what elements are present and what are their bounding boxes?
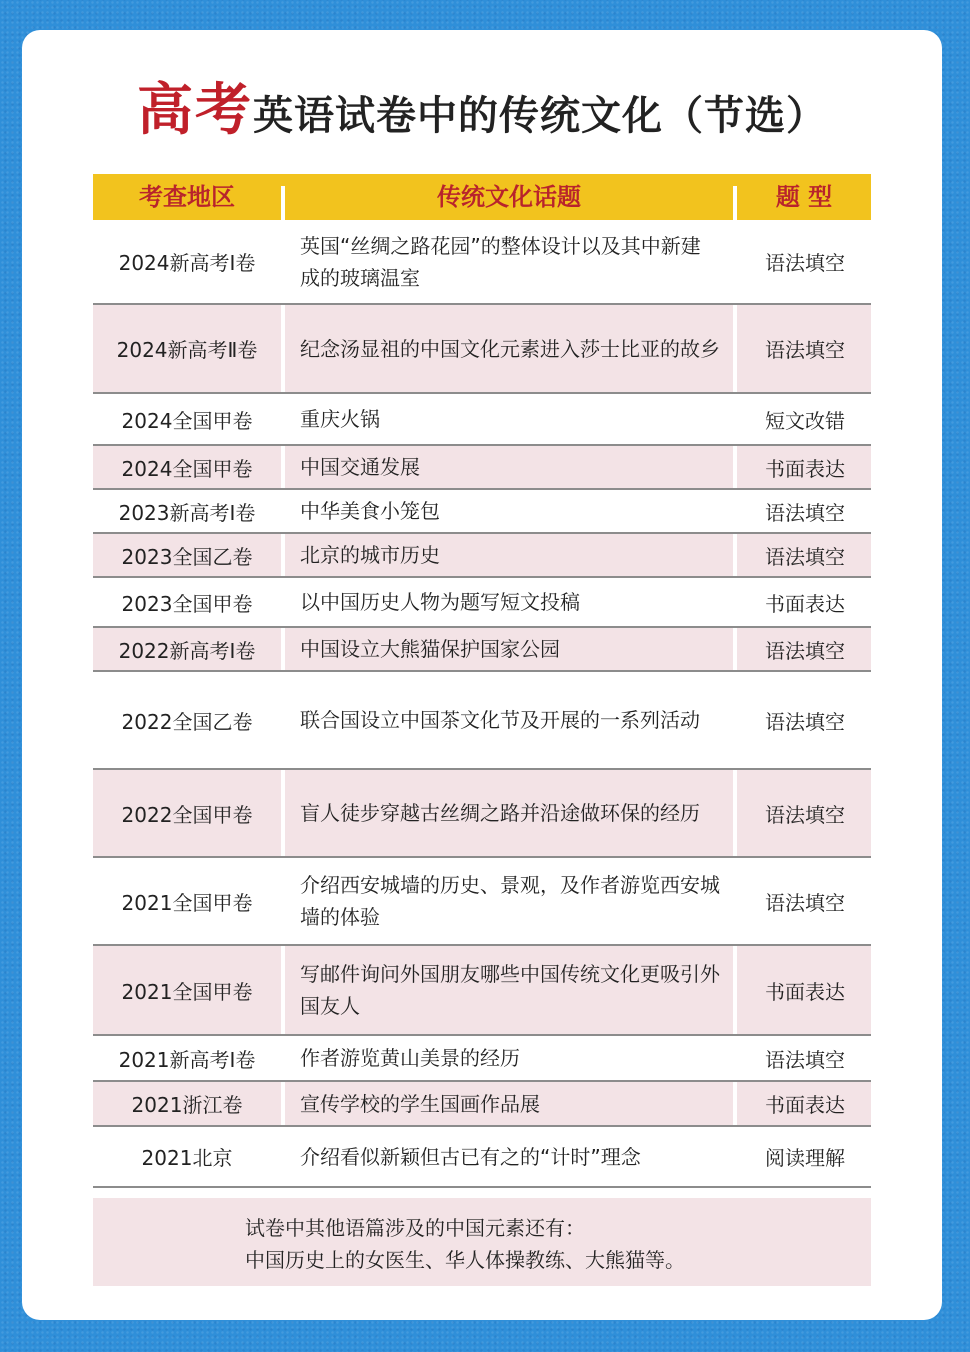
column-divider [281, 946, 285, 1034]
column-divider [281, 578, 285, 626]
cell-region: 2024全国甲卷 [121, 456, 253, 481]
table-row [93, 534, 871, 578]
cell-topic: 联合国设立中国茶文化节及开展的一系列活动 [300, 708, 700, 732]
column-divider [281, 1036, 285, 1080]
header-type: 题 型 [775, 183, 833, 211]
content-card [22, 30, 942, 1320]
column-divider [733, 394, 737, 444]
table-row [93, 446, 871, 490]
table-header [93, 174, 871, 220]
cell-topic: 介绍看似新颖但古已有之的“计时”理念 [300, 1144, 641, 1169]
table-row [93, 628, 871, 672]
column-divider [733, 1082, 737, 1125]
cell-type: 短文改错 [765, 408, 845, 433]
cell-type: 书面表达 [765, 591, 845, 616]
note-line-1: 试卷中其他语篇涉及的中国元素还有： [245, 1216, 585, 1240]
table-row [93, 394, 871, 446]
note-line-2: 中国历史上的女医生、华人体操教练、大熊猫等。 [245, 1248, 685, 1272]
column-divider [281, 1082, 285, 1125]
cell-region: 2021北京 [141, 1146, 233, 1170]
table-row [93, 305, 871, 394]
table-row [93, 1036, 871, 1082]
column-divider [733, 220, 737, 303]
column-divider [281, 858, 285, 944]
cell-topic: 作者游览黄山美景的经历 [300, 1046, 520, 1070]
cell-region: 2022全国乙卷 [121, 709, 253, 734]
cell-topic: 中华美食小笼包 [300, 499, 440, 523]
column-divider [281, 1127, 285, 1186]
column-divider [281, 446, 285, 488]
cell-type: 语法填空 [765, 251, 845, 275]
page-title [22, 66, 942, 146]
column-divider [281, 770, 285, 856]
column-divider [733, 770, 737, 856]
cell-type: 语法填空 [765, 338, 845, 362]
title-rest: 英语试卷中的传统文化（节选） [253, 93, 827, 139]
cell-type: 书面表达 [765, 979, 845, 1004]
cell-region: 2024新高考Ⅱ卷 [116, 338, 258, 362]
cell-region: 2021全国甲卷 [121, 979, 253, 1004]
header-region: 考查地区 [139, 183, 235, 211]
cell-topic: 纪念汤显祖的中国文化元素进入莎士比亚的故乡 [300, 336, 720, 361]
cell-type: 语法填空 [765, 709, 845, 734]
table-row [93, 770, 871, 858]
column-divider [281, 628, 285, 670]
column-divider [733, 1036, 737, 1080]
table-row [93, 490, 871, 534]
table-row [93, 672, 871, 770]
cell-region: 2022新高考Ⅰ卷 [118, 638, 256, 663]
column-divider [281, 534, 285, 576]
title-highlight: 高考 [137, 78, 253, 143]
cell-type: 书面表达 [765, 1093, 845, 1117]
cell-topic: 盲人徒步穿越古丝绸之路并沿途做环保的经历 [300, 801, 700, 825]
cell-region: 2024新高考Ⅰ卷 [118, 251, 256, 275]
cell-region: 2023新高考Ⅰ卷 [118, 500, 256, 525]
table-row [93, 220, 871, 305]
column-divider [733, 946, 737, 1034]
cell-topic: 介绍西安城墙的历史、景观，及作者游览西安城墙的体验 [300, 873, 720, 929]
table-row [93, 578, 871, 628]
cell-topic: 英国“丝绸之路花园”的整体设计以及其中新建成的玻璃温室 [300, 233, 701, 290]
table-row [93, 946, 871, 1036]
column-divider [281, 220, 285, 303]
cell-type: 语法填空 [765, 500, 845, 525]
column-divider [281, 394, 285, 444]
column-divider [733, 578, 737, 626]
table-row [93, 1082, 871, 1127]
cell-topic: 重庆火锅 [300, 407, 380, 431]
cell-topic: 写邮件询问外国朋友哪些中国传统文化更吸引外国友人 [300, 962, 720, 1018]
column-divider [733, 858, 737, 944]
cell-region: 2024全国甲卷 [121, 408, 253, 433]
column-divider [733, 490, 737, 532]
cell-type: 语法填空 [765, 544, 845, 569]
cell-region: 2021全国甲卷 [121, 890, 253, 915]
cell-region: 2021新高考Ⅰ卷 [118, 1047, 256, 1072]
cell-region: 2022全国甲卷 [121, 802, 253, 827]
cell-type: 语法填空 [765, 890, 845, 915]
column-divider [733, 305, 737, 392]
culture-table [93, 174, 871, 1286]
table-row [93, 1127, 871, 1188]
column-divider [281, 672, 285, 768]
column-divider [733, 534, 737, 576]
cell-topic: 宣传学校的学生国画作品展 [300, 1091, 540, 1116]
column-divider [733, 446, 737, 488]
cell-type: 阅读理解 [765, 1146, 845, 1170]
column-divider [733, 628, 737, 670]
cell-type: 书面表达 [765, 456, 845, 481]
column-divider [733, 1127, 737, 1186]
table-row [93, 858, 871, 946]
cell-region: 2021浙江卷 [131, 1093, 243, 1117]
header-topic: 传统文化话题 [437, 183, 581, 211]
note-box [93, 1198, 871, 1286]
cell-region: 2023全国乙卷 [121, 544, 253, 569]
cell-topic: 以中国历史人物为题写短文投稿 [300, 590, 580, 614]
cell-type: 语法填空 [765, 638, 845, 663]
column-divider [281, 305, 285, 392]
cell-region: 2023全国甲卷 [121, 591, 253, 616]
cell-type: 语法填空 [765, 802, 845, 827]
cell-topic: 中国设立大熊猫保护国家公园 [300, 637, 560, 661]
cell-type: 语法填空 [765, 1047, 845, 1072]
cell-topic: 北京的城市历史 [300, 543, 440, 567]
column-divider [733, 672, 737, 768]
cell-topic: 中国交通发展 [300, 455, 420, 479]
column-divider [281, 490, 285, 532]
